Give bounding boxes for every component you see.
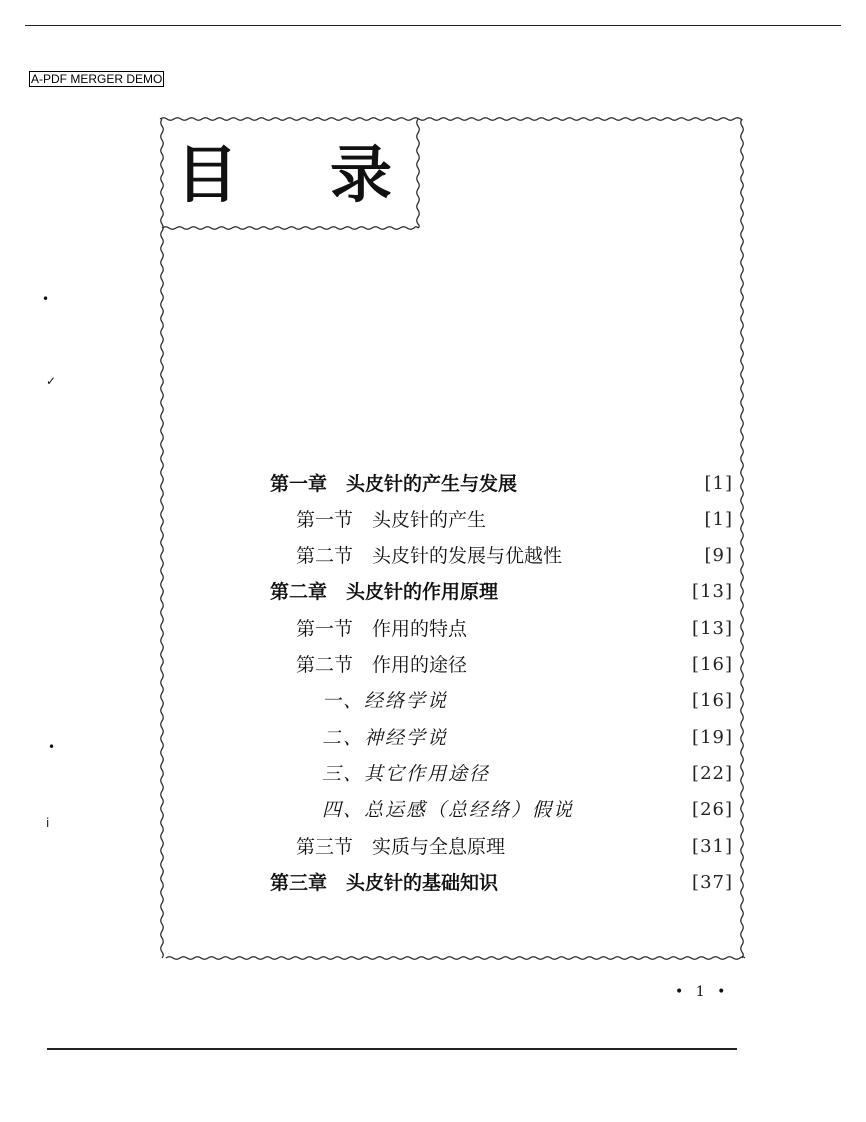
outer-frame-top xyxy=(160,118,742,121)
toc-entry-title: 第二节 作用的途径 xyxy=(296,654,468,676)
toc-entry-page: [1] xyxy=(704,473,733,494)
toc-entry-page: [16] xyxy=(692,654,733,675)
outer-frame-bottom xyxy=(166,957,745,960)
toc-entry-page: [19] xyxy=(692,727,733,748)
toc-entry-page: [31] xyxy=(692,836,733,857)
title-box-right xyxy=(417,119,420,228)
scan-speck: • xyxy=(42,292,50,306)
outer-frame-left xyxy=(161,119,164,958)
toc-entry-title: 三、其它作用途径 xyxy=(322,763,491,785)
title-box-bottom xyxy=(162,227,418,230)
toc-entry-title: 第三章 头皮针的基础知识 xyxy=(270,872,499,894)
watermark-label: A-PDF MERGER DEMO xyxy=(31,72,163,86)
toc-entry-title: 第一节 作用的特点 xyxy=(296,618,468,640)
toc-entry-page: [37] xyxy=(692,872,733,893)
toc-entry-title: 第二节 头皮针的发展与优越性 xyxy=(296,545,563,567)
title-char-2: 录 xyxy=(330,138,393,211)
bottom-rule xyxy=(47,1048,737,1050)
toc-entry-title: 四、总运感（总经络）假说 xyxy=(322,799,575,821)
toc-entry-page: [16] xyxy=(692,690,733,711)
toc-entry-title: 第三节 实质与全息原理 xyxy=(296,836,506,858)
outer-frame-right xyxy=(741,119,744,958)
page-number: • 1 • xyxy=(675,984,730,1000)
toc-entry-page: [1] xyxy=(704,509,733,530)
scan-speck: • xyxy=(48,740,56,754)
toc-entry-title: 二、神经学说 xyxy=(322,727,449,749)
toc-entry-title: 一、经络学说 xyxy=(322,690,449,712)
toc-entry-title: 第二章 头皮针的作用原理 xyxy=(270,581,499,603)
toc-entry-page: [26] xyxy=(692,799,733,820)
toc-entry-page: [22] xyxy=(692,763,733,784)
toc-entry-title: 第一章 头皮针的产生与发展 xyxy=(270,473,518,495)
toc-entry-page: [13] xyxy=(692,581,733,602)
toc-entry-title: 第一节 头皮针的产生 xyxy=(296,509,487,531)
top-rule xyxy=(25,25,841,26)
scan-speck: ✓ xyxy=(46,374,57,388)
toc-entry-page: [9] xyxy=(704,545,733,566)
toc-entry-page: [13] xyxy=(692,618,733,639)
title-char-1: 目 xyxy=(176,138,239,211)
scan-speck: ⅰ xyxy=(46,816,50,830)
